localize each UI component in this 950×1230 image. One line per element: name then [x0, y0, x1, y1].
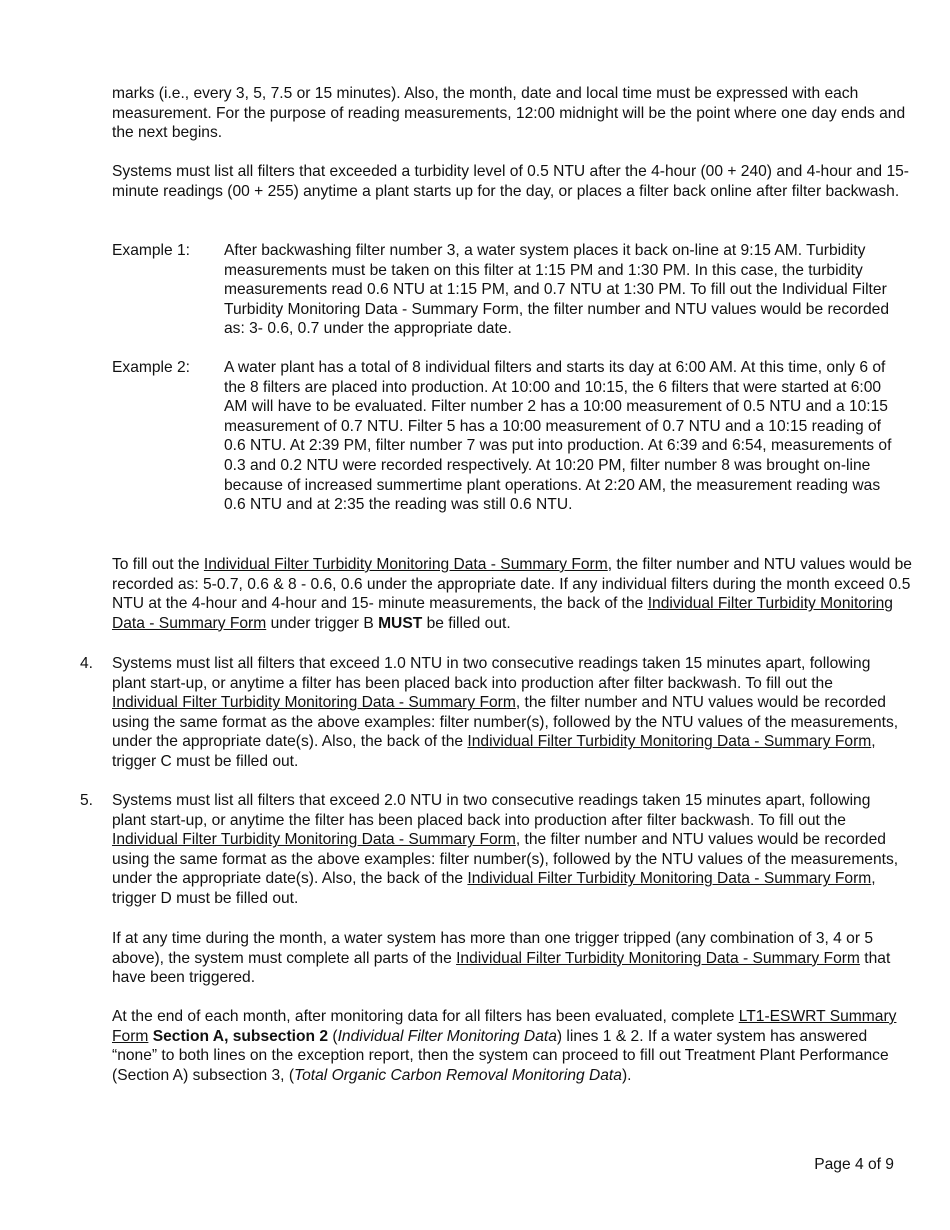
paragraph-end-of-month: At the end of each month, after monitoring data for all filters has been evaluated, complete LT1-ESWRT Summary Form Section A, subsection 2 (Individual Filter Monitoring Data) lines 1 & 2. If a water system has answered “none” to both lines on the exception report, then the system can proceed to fill out Treatment Plant Performance (Section A) subsection 3, (Total Organic Carbon Removal Monitoring Data). — [112, 1008, 897, 1084]
paragraph-multiple-triggers: If at any time during the month, a water system has more than one trigger tripped (any combination of 3, 4 or 5 above), the system must complete all parts of the Individual Filter Turbidity Monitoring Data - Summary Form that have been triggered. — [112, 930, 891, 987]
lt1-eswrt-form-reference: LT1-ESWRT Summary Form — [112, 1008, 897, 1045]
form-reference: Individual Filter Turbidity Monitoring Data - Summary Form — [456, 949, 860, 967]
example-2-text: A water plant has a total of 8 individual filters and starts its day at 6:00 AM. At this time, only 6 of the 8 filters are placed into production. At 10:00 and 10:15, the 6 filters that were started at 6:00 AM will have to be evaluated. Filter number 2 has a 10:00 measurement of 0.5 NTU and a 10:15 measurement of 0.7 NTU. Filter 5 has a 10:00 measurement of 0.7 NTU and a 10:15 reading of 0.6 NTU. At 2:39 PM, filter number 7 was put into production. At 6:39 and 6:54, measurements of 0.3 and 0.2 NTU were recorded respectively. At 10:20 PM, filter number 8 was brought on-line because of increased summertime plant operations. At 2:20 AM, the measurement reading was 0.6 NTU and at 2:35 the reading was still 0.6 NTU. — [224, 359, 892, 514]
section-reference: Section A, subsection 2 — [152, 1027, 329, 1045]
list-item-4-text: Systems must list all filters that exceed 1.0 NTU in two consecutive readings taken 15 minutes apart, following plant start-up, or anytime a filter has been placed back into production after filter backwash. To fill out the Individual Filter Turbidity Monitoring Data - Summary Form, the filter number and NTU values would be recorded using the same format as the above examples: filter number(s), followed by the NTU values of the measurements, under the appropriate date(s). Also, the back of the Individual Filter Turbidity Monitoring Data - Summary Form, trigger C must be filled out. — [112, 655, 899, 770]
example-1-label: Example 1: — [112, 242, 191, 259]
must-emphasis: MUST — [378, 614, 423, 632]
paragraph-measurement-intervals: marks (i.e., every 3, 5, 7.5 or 15 minutes). Also, the month, date and local time must be expressed with each measurement. For the purpose of reading measurements, 12:00 midnight will be the point where one day ends and the next begins. — [112, 85, 906, 142]
example-2-label: Example 2: — [112, 359, 191, 376]
page-number: Page 4 of 9 — [814, 1156, 894, 1173]
paragraph-record-format: To fill out the Individual Filter Turbidity Monitoring Data - Summary Form, the filter number and NTU values would be recorded as: 5-0.7, 0.6 & 8 - 0.6, 0.6 under the appropriate date. If any individual filters during the month exceed 0.5 NTU at the 4-hour and 4-hour and 15- minute measurements, the back of the Individual Filter Turbidity Monitoring Data - Summary Form under trigger B MUST be filled out. — [112, 556, 912, 632]
form-reference: Individual Filter Turbidity Monitoring Data - Summary Form — [112, 831, 516, 849]
form-reference: Individual Filter Turbidity Monitoring Data - Summary Form — [203, 556, 608, 573]
form-reference: Individual Filter Turbidity Monitoring Data - Summary Form — [112, 694, 516, 712]
form-reference: Individual Filter Turbidity Monitoring Data - Summary Form — [467, 870, 872, 888]
list-number: 5. — [80, 792, 94, 809]
toc-removal-monitoring-data: Total Organic Carbon Removal Monitoring Data — [294, 1066, 622, 1084]
list-number: 4. — [80, 655, 94, 672]
form-reference: Individual Filter Turbidity Monitoring Data - Summary Form — [467, 733, 872, 751]
paragraph-exceed-0-5-ntu: Systems must list all filters that exceeded a turbidity level of 0.5 NTU after the 4-hour (00 + 240) and 4-hour and 15-minute readings (00 + 255) anytime a plant starts up for the day, or places a filter back online after filter backwash. — [112, 163, 909, 200]
example-1-text: After backwashing filter number 3, a water system places it back on-line at 9:15 AM. Turbidity measurements must be taken on this filter at 1:15 PM and 1:30 PM. In this case, the turbidity measurements read 0.6 NTU at 1:15 PM, and 0.7 NTU at 1:30 PM. To fill out the Individual Filter Turbidity Monitoring Data - Summary Form, the filter number and NTU values would be recorded as: 3- 0.6, 0.7 under the appropriate date. — [224, 242, 890, 338]
individual-filter-monitoring-data: Individual Filter Monitoring Data — [337, 1027, 557, 1045]
list-item-5-text: Systems must list all filters that exceed 2.0 NTU in two consecutive readings taken 15 minutes apart, following plant start-up, or anytime the filter has been placed back into production after filter backwash. To fill out the Individual Filter Turbidity Monitoring Data - Summary Form, the filter number and NTU values would be recorded using the same format as the above examples: filter number(s), followed by the NTU values of the measurements, under the appropriate date(s). Also, the back of the Individual Filter Turbidity Monitoring Data - Summary Form, trigger D must be filled out. — [112, 792, 899, 907]
form-reference: Individual Filter Turbidity Monitoring Data - Summary Form — [112, 595, 893, 632]
